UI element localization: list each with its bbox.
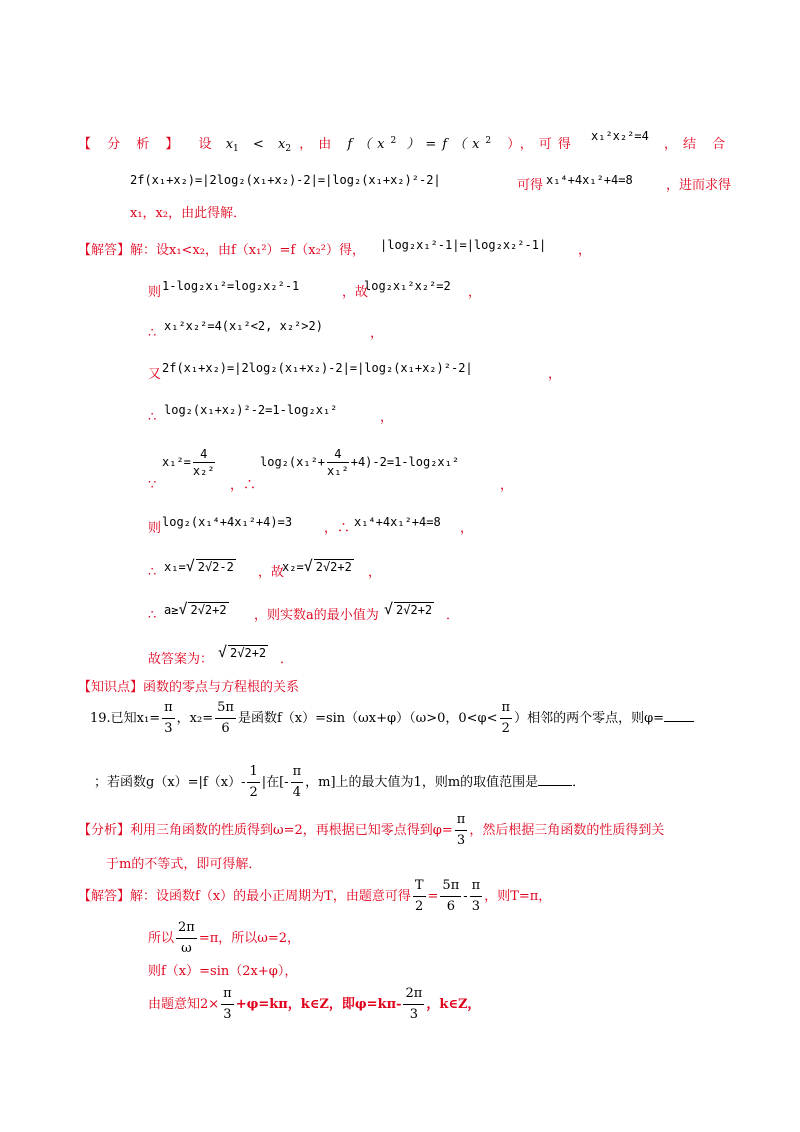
frac-num: π <box>221 984 234 1005</box>
frac-den: 2 <box>415 899 424 914</box>
math-var: x <box>225 137 234 152</box>
formula-final-answer <box>218 644 268 661</box>
frac-den: 3 <box>409 1007 419 1022</box>
punct: ． <box>280 652 294 667</box>
analysis-line-3: x₁，x₂，由此得解． <box>130 206 247 221</box>
formula-log-prod: log₂x₁²x₂²=2 <box>364 279 451 293</box>
math-op: < <box>252 137 264 152</box>
punct: ， <box>578 243 592 258</box>
text-segment: 解：设x₁<x₂，由f（x₁²）=f（x₂²）得， <box>130 243 366 258</box>
formula-quartic-eq: x₁⁴+4x₁²+4=8 <box>354 515 441 529</box>
frac-num: π <box>291 762 304 783</box>
math-expr: a≥ <box>164 603 179 617</box>
text-segment: ），可得 <box>507 137 577 152</box>
punct: ， <box>468 285 482 300</box>
frac-num: π <box>500 698 513 719</box>
text-segment: 解：设函数f（x）的最小正周期为T，由题意可得 <box>130 889 411 904</box>
answer-tag: 【解答】 <box>78 243 131 258</box>
text-segment: =π，所以ω=2， <box>198 931 301 946</box>
radicand: 2√2+2 <box>315 560 352 574</box>
text-segment: ，结 合 <box>664 137 732 152</box>
text-segment: 则 <box>148 285 162 300</box>
math-op: - <box>463 889 468 904</box>
text-segment: 则 <box>148 521 162 536</box>
answer-blank-1[interactable] <box>664 709 694 722</box>
text-segment: ，∴ <box>230 478 257 493</box>
sqrt-icon: √ <box>178 600 188 618</box>
therefore-symbol: ∴ <box>148 326 157 341</box>
frac-num: 5π <box>440 876 461 897</box>
formula-log-quartic: log₂(x₁⁴+4x₁²+4)=3 <box>162 515 293 529</box>
frac-den: ω <box>181 941 192 956</box>
math-var: x <box>277 137 286 152</box>
formula-2f-sum: 2f(x₁+x₂)=|2log₂(x₁+x₂)-2|=|log₂(x₁+x₂)²-2| <box>130 173 441 187</box>
frac-den: 2 <box>501 721 510 736</box>
punct: ． <box>446 608 460 623</box>
answer2-line-3: 则f（x）=sin（2x+φ）， <box>148 964 298 979</box>
math-expr: log₂(x₁²+ <box>260 455 326 469</box>
text-segment: 设 <box>198 137 212 152</box>
text-segment: ，x₂= <box>176 711 214 726</box>
punct: ， <box>460 521 474 536</box>
formula-log-eq: 1-log₂x₁²=log₂x₂²-1 <box>162 279 300 293</box>
text-segment: ，然后根据三角函数的性质得到关 <box>469 823 665 838</box>
frac-num: 4 <box>193 446 215 463</box>
text-segment: +φ=kπ，k∈Z，即φ=kπ- <box>235 997 402 1012</box>
knowledge-point: 【知识点】函数的零点与方程根的关系 <box>78 680 300 695</box>
sqrt-icon: √ <box>185 557 195 575</box>
radicand: 2√2+2 <box>230 646 267 660</box>
text-segment: ，进而求得 <box>666 178 732 193</box>
frac-den: 4 <box>292 785 302 800</box>
frac-num: 1 <box>247 762 259 783</box>
answer2-line-2 <box>148 918 300 959</box>
answer2-line-1 <box>78 876 551 917</box>
text-segment: ）相邻的两个零点，则φ= <box>514 711 665 726</box>
analysis2-line-2: 于m的不等式，即可得解． <box>106 857 262 872</box>
text-segment: ；若函数g（x）=|f（x）- <box>94 775 246 790</box>
math-expr: x₁= <box>164 560 186 574</box>
frac-num: π <box>162 698 175 719</box>
text-segment: 所以 <box>148 931 175 946</box>
formula-x1-root <box>164 558 236 575</box>
sqrt-icon: √ <box>218 643 228 661</box>
sqrt-icon: √ <box>384 600 394 618</box>
formula-min-value <box>384 601 434 618</box>
because-symbol: ∵ <box>148 478 157 493</box>
text-segment: ，k∈Z， <box>426 997 481 1012</box>
q19-line-1 <box>90 698 694 739</box>
analysis-tag: 【分析】 <box>78 823 131 838</box>
frac-den: 3 <box>223 1007 232 1022</box>
formula-a-bound <box>164 601 229 618</box>
therefore-symbol: ∴ <box>148 410 157 425</box>
text-segment: 由题意知2× <box>148 997 220 1012</box>
text-segment: ，则实数a的最小值为 <box>254 608 379 623</box>
sqrt-icon: √ <box>303 557 313 575</box>
therefore-symbol: ∴ <box>148 565 157 580</box>
formula-abs-log: |log₂x₁²-1|=|log₂x₂²-1| <box>380 238 547 252</box>
frac-num: 5π <box>215 698 236 719</box>
punct: ， <box>368 565 382 580</box>
frac-num: T <box>413 876 426 897</box>
math-op: = <box>427 889 439 904</box>
text-segment: 可得 <box>517 178 544 193</box>
frac-den: x₁² <box>327 464 349 478</box>
text-segment: ，∴ <box>324 521 351 536</box>
formula-log-frac <box>260 446 459 479</box>
frac-num: 2π <box>176 918 197 939</box>
frac-num: 4 <box>327 446 349 463</box>
formula-x1x2-eq-4: x₁²x₂²=4 <box>591 129 649 143</box>
answer-line-1 <box>78 243 365 259</box>
math-expr: ）=f（x <box>406 137 486 152</box>
formula-x1-sq-frac <box>162 446 217 479</box>
frac-den: 3 <box>456 833 466 848</box>
analysis-line-1: 【 分 析 】 设 $x_1 < x_2$ ，由 $f(x^2$ ）$=f(x^2$ ），可得 <box>78 136 577 154</box>
radicand: 2√2+2 <box>190 603 227 617</box>
answer-tag: 【解答】 <box>78 889 131 904</box>
punct: ． <box>572 775 586 790</box>
text-segment: 故答案为： <box>148 652 214 667</box>
frac-den: 6 <box>221 721 230 736</box>
formula-log-sq: log₂(x₁+x₂)²-2=1-log₂x₁² <box>164 403 338 417</box>
radicand: 2√2+2 <box>396 603 433 617</box>
punct: ， <box>500 478 514 493</box>
text-segment: 又 <box>148 367 162 382</box>
punct: ， <box>548 367 562 382</box>
answer-blank-2[interactable] <box>538 773 572 786</box>
math-expr: x₁²= <box>162 455 191 469</box>
punct: ， <box>380 410 394 425</box>
text-segment: 19.已知x₁= <box>90 711 161 726</box>
math-expr: x₂= <box>282 560 304 574</box>
text-segment: ，故 <box>342 285 369 300</box>
therefore-symbol: ∴ <box>148 608 157 623</box>
math-expr: +4)-2=1-log₂x₁² <box>350 455 460 469</box>
frac-num: π <box>470 876 483 897</box>
frac-den: 3 <box>164 721 173 736</box>
punct: ， <box>370 326 384 341</box>
formula-x1x2-cond: x₁²x₂²=4(x₁²<2, x₂²>2) <box>164 319 323 333</box>
frac-den: x₂² <box>192 464 215 478</box>
frac-den: 3 <box>471 899 481 914</box>
formula-x1-quartic: x₁⁴+4x₁²+4=8 <box>546 173 633 187</box>
q19-line-2 <box>94 762 585 803</box>
formula-2f-sum-2: 2f(x₁+x₂)=|2log₂(x₁+x₂)-2|=|log₂(x₁+x₂)²-2| <box>162 361 473 375</box>
formula-x2-root <box>282 558 354 575</box>
math-expr: f（x <box>347 137 391 152</box>
analysis2-line-1 <box>78 810 664 851</box>
text-segment: ，则T=π， <box>484 889 552 904</box>
text-segment: 利用三角函数的性质得到ω=2，再根据已知零点得到φ= <box>130 823 453 838</box>
radicand: 2√2-2 <box>197 560 234 574</box>
text-segment: ，故 <box>258 565 285 580</box>
text-segment: 是函数f（x）=sin（ωx+φ）（ω>0，0<φ< <box>237 711 498 726</box>
frac-num: π <box>455 810 468 831</box>
text-segment: ，m]上的最大值为1，则m的取值范围是 <box>305 775 539 790</box>
frac-den: 2 <box>249 785 258 800</box>
answer2-line-4 <box>148 984 480 1025</box>
frac-num: 2π <box>403 984 424 1005</box>
text-segment: |在[- <box>261 775 289 790</box>
frac-den: 6 <box>446 899 455 914</box>
analysis-tag: 【 分 析 】 <box>78 137 185 152</box>
text-segment: ，由 <box>299 137 338 152</box>
